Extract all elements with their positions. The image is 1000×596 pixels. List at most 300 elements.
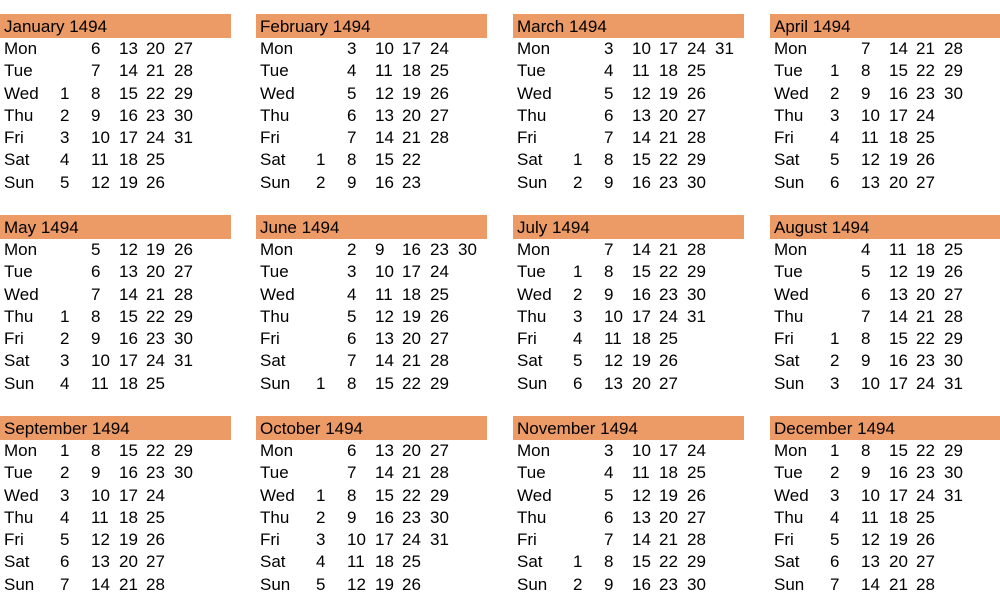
month-block (256, 416, 487, 596)
weekday-label: Tue (517, 262, 546, 282)
date-cell: 4 (604, 463, 614, 483)
date-cell: 21 (119, 574, 138, 594)
month-title: September 1494 (0, 416, 231, 440)
weekday-label: Mon (517, 39, 551, 58)
date-cell: 22 (659, 150, 678, 170)
date-cell: 27 (430, 105, 449, 125)
date-cell: 21 (146, 61, 165, 81)
weekday-label: Fri (774, 128, 794, 148)
date-cell: 7 (604, 128, 614, 148)
date-cell: 5 (861, 262, 871, 282)
date-cell: 22 (659, 262, 678, 282)
weekday-row (256, 485, 487, 507)
weekday-row (256, 149, 487, 171)
month-title: July 1494 (513, 215, 744, 239)
date-cell: 22 (659, 552, 678, 572)
weekday-label: Wed (774, 284, 809, 304)
month-title: May 1494 (0, 215, 231, 239)
weekday-row (513, 239, 744, 261)
weekday-row (770, 83, 1000, 105)
weekday-label: Fri (774, 530, 794, 550)
date-cell: 20 (146, 262, 165, 282)
weekday-row (256, 507, 487, 529)
weekday-label: Mon (4, 240, 38, 259)
weekday-label: Fri (260, 530, 280, 550)
month-title: January 1494 (0, 14, 231, 38)
weekday-row (0, 507, 231, 529)
date-cell: 15 (119, 83, 138, 103)
weekday-label: Sat (774, 351, 800, 371)
weekday-label: Sun (260, 172, 291, 192)
date-cell: 2 (573, 172, 583, 192)
weekday-label: Thu (774, 507, 804, 527)
date-cell: 19 (916, 262, 935, 282)
month-block (770, 215, 1000, 395)
date-cell: 8 (604, 150, 614, 170)
month-block (513, 215, 744, 395)
date-cell: 25 (659, 329, 678, 349)
weekday-row (0, 60, 231, 82)
date-cell: 2 (347, 240, 357, 259)
date-cell: 8 (604, 262, 614, 282)
date-cell: 12 (889, 262, 908, 282)
weekday-row (513, 507, 744, 529)
date-cell: 20 (659, 507, 678, 527)
date-cell: 11 (632, 61, 650, 81)
date-cell: 15 (375, 150, 394, 170)
date-cell: 18 (119, 507, 138, 527)
date-cell: 23 (916, 463, 935, 483)
date-cell: 16 (632, 284, 651, 304)
weekday-label: Tue (260, 463, 289, 483)
date-cell: 7 (60, 574, 70, 594)
date-cell: 4 (60, 373, 70, 393)
date-cell: 9 (604, 284, 614, 304)
date-cell: 9 (861, 463, 871, 483)
date-cell: 10 (91, 485, 110, 505)
weekday-row (256, 373, 487, 395)
date-cell: 20 (659, 105, 678, 125)
date-cell: 13 (604, 373, 623, 393)
date-cell: 25 (402, 552, 421, 572)
weekday-label: Thu (517, 306, 547, 326)
date-cell: 3 (347, 39, 357, 58)
date-cell: 8 (347, 485, 357, 505)
weekday-row (256, 127, 487, 149)
date-cell: 16 (119, 463, 138, 483)
weekday-label: Fri (774, 329, 794, 349)
weekday-row (513, 127, 744, 149)
date-cell: 18 (119, 373, 138, 393)
month-block (0, 14, 231, 194)
month-title: March 1494 (513, 14, 744, 38)
weekday-row (0, 440, 231, 462)
date-cell: 4 (347, 61, 357, 81)
date-cell: 4 (861, 240, 871, 259)
weekday-label: Thu (4, 306, 34, 326)
weekday-label: Sat (260, 552, 286, 572)
date-cell: 9 (604, 574, 614, 594)
date-cell: 3 (347, 262, 357, 282)
weekday-label: Sat (4, 552, 30, 572)
date-cell: 13 (632, 105, 651, 125)
weekday-label: Mon (260, 441, 294, 460)
weekday-label: Sat (774, 552, 800, 572)
weekday-row (256, 284, 487, 306)
weekday-row (256, 261, 487, 283)
date-cell: 31 (174, 351, 193, 371)
weekday-row (256, 60, 487, 82)
date-cell: 16 (889, 83, 908, 103)
date-cell: 24 (146, 485, 165, 505)
date-cell: 27 (174, 39, 193, 58)
date-cell: 11 (91, 507, 109, 527)
date-cell: 8 (91, 441, 101, 460)
date-cell: 5 (573, 351, 583, 371)
weekday-label: Wed (260, 284, 295, 304)
date-cell: 17 (119, 128, 138, 148)
weekday-row (513, 462, 744, 484)
date-cell: 28 (687, 240, 706, 259)
month-title: June 1494 (256, 215, 487, 239)
date-cell: 3 (316, 530, 326, 550)
date-cell: 15 (889, 61, 908, 81)
date-cell: 28 (174, 284, 193, 304)
date-cell: 14 (889, 39, 908, 58)
date-cell: 11 (91, 373, 109, 393)
weekday-label: Thu (774, 306, 804, 326)
date-cell: 29 (174, 441, 193, 460)
date-cell: 5 (830, 530, 840, 550)
weekday-row (256, 239, 487, 261)
date-cell: 9 (91, 329, 101, 349)
weekday-label: Fri (260, 128, 280, 148)
date-cell: 2 (316, 507, 326, 527)
date-cell: 7 (861, 306, 871, 326)
weekday-row (513, 149, 744, 171)
date-cell: 21 (146, 284, 165, 304)
date-cell: 4 (573, 329, 583, 349)
date-cell: 9 (604, 172, 614, 192)
date-cell: 14 (632, 128, 651, 148)
month-block (770, 416, 1000, 596)
weekday-label: Wed (774, 83, 809, 103)
date-cell: 9 (91, 463, 101, 483)
date-cell: 20 (119, 552, 138, 572)
date-cell: 14 (119, 284, 138, 304)
weekday-row (256, 440, 487, 462)
date-cell: 14 (91, 574, 110, 594)
date-cell: 14 (632, 240, 651, 259)
date-cell: 23 (402, 172, 421, 192)
date-cell: 29 (174, 306, 193, 326)
date-cell: 22 (402, 485, 421, 505)
date-cell: 16 (632, 574, 651, 594)
date-cell: 14 (861, 574, 880, 594)
date-cell: 23 (146, 329, 165, 349)
date-cell: 19 (119, 172, 138, 192)
date-cell: 26 (430, 306, 449, 326)
date-cell: 17 (119, 351, 138, 371)
date-cell: 4 (60, 507, 70, 527)
date-cell: 5 (316, 574, 326, 594)
date-cell: 7 (347, 463, 357, 483)
date-cell: 30 (174, 463, 193, 483)
date-cell: 7 (91, 61, 101, 81)
weekday-label: Thu (774, 105, 804, 125)
date-cell: 14 (119, 61, 138, 81)
weekday-row (770, 149, 1000, 171)
date-cell: 10 (604, 306, 623, 326)
date-cell: 12 (91, 530, 110, 550)
date-cell: 1 (316, 150, 326, 170)
weekday-row (256, 350, 487, 372)
date-cell: 9 (347, 507, 357, 527)
weekday-label: Tue (4, 463, 33, 483)
date-cell: 21 (659, 240, 678, 259)
date-cell: 13 (861, 552, 880, 572)
date-cell: 22 (146, 441, 165, 460)
date-cell: 9 (91, 105, 101, 125)
date-cell: 25 (916, 128, 935, 148)
date-cell: 4 (830, 128, 840, 148)
date-cell: 26 (174, 240, 193, 259)
date-cell: 8 (91, 83, 101, 103)
weekday-label: Wed (4, 485, 39, 505)
date-cell: 26 (146, 172, 165, 192)
weekday-row (513, 83, 744, 105)
weekday-label: Thu (260, 507, 290, 527)
date-cell: 24 (430, 262, 449, 282)
date-cell: 10 (375, 39, 394, 58)
date-cell: 25 (430, 284, 449, 304)
weekday-row (770, 38, 1000, 60)
weekday-row (770, 105, 1000, 127)
date-cell: 16 (119, 105, 138, 125)
weekday-row (770, 328, 1000, 350)
date-cell: 25 (430, 61, 449, 81)
date-cell: 19 (402, 306, 421, 326)
weekday-label: Thu (517, 105, 547, 125)
date-cell: 7 (604, 530, 614, 550)
date-cell: 15 (632, 150, 651, 170)
date-cell: 23 (146, 105, 165, 125)
month-block (513, 14, 744, 194)
weekday-label: Sat (4, 351, 30, 371)
date-cell: 3 (830, 373, 840, 393)
date-cell: 9 (375, 240, 385, 259)
date-cell: 28 (430, 463, 449, 483)
date-cell: 3 (830, 105, 840, 125)
date-cell: 7 (347, 351, 357, 371)
date-cell: 8 (861, 61, 871, 81)
date-cell: 19 (659, 485, 678, 505)
weekday-label: Mon (4, 441, 38, 460)
date-cell: 2 (830, 463, 840, 483)
date-cell: 28 (430, 128, 449, 148)
month-block (0, 215, 231, 395)
date-cell: 30 (458, 240, 477, 259)
date-cell: 25 (687, 463, 706, 483)
date-cell: 17 (632, 306, 651, 326)
date-cell: 20 (889, 552, 908, 572)
date-cell: 3 (573, 306, 583, 326)
date-cell: 16 (632, 172, 651, 192)
weekday-row (770, 485, 1000, 507)
date-cell: 1 (830, 441, 840, 460)
weekday-row (513, 350, 744, 372)
date-cell: 5 (60, 172, 70, 192)
date-cell: 25 (687, 61, 706, 81)
date-cell: 31 (430, 530, 449, 550)
weekday-row (256, 38, 487, 60)
weekday-row (0, 239, 231, 261)
date-cell: 19 (146, 240, 165, 259)
weekday-row (0, 261, 231, 283)
date-cell: 4 (347, 284, 357, 304)
weekday-label: Tue (4, 61, 33, 81)
date-cell: 12 (375, 83, 394, 103)
weekday-row (513, 373, 744, 395)
weekday-row (513, 105, 744, 127)
date-cell: 29 (174, 83, 193, 103)
date-cell: 20 (146, 39, 165, 58)
date-cell: 13 (91, 552, 110, 572)
date-cell: 1 (316, 373, 326, 393)
date-cell: 1 (573, 552, 583, 572)
weekday-row (770, 507, 1000, 529)
date-cell: 17 (889, 373, 908, 393)
date-cell: 30 (430, 507, 449, 527)
date-cell: 18 (632, 329, 651, 349)
date-cell: 28 (687, 128, 706, 148)
date-cell: 2 (573, 284, 583, 304)
weekday-row (0, 328, 231, 350)
date-cell: 12 (861, 530, 880, 550)
weekday-row (0, 485, 231, 507)
date-cell: 16 (889, 351, 908, 371)
date-cell: 15 (889, 441, 908, 460)
date-cell: 8 (604, 552, 614, 572)
weekday-label: Sun (4, 574, 35, 594)
date-cell: 11 (632, 463, 650, 483)
weekday-label: Thu (517, 507, 547, 527)
date-cell: 13 (375, 105, 394, 125)
weekday-row (0, 38, 231, 60)
weekday-label: Sat (517, 351, 543, 371)
weekday-row (0, 551, 231, 573)
date-cell: 2 (830, 351, 840, 371)
date-cell: 24 (687, 39, 706, 58)
date-cell: 11 (861, 128, 879, 148)
date-cell: 15 (632, 262, 651, 282)
date-cell: 21 (402, 351, 421, 371)
date-cell: 2 (60, 329, 70, 349)
month-title: December 1494 (770, 416, 1000, 440)
weekday-row (0, 83, 231, 105)
date-cell: 6 (604, 105, 614, 125)
date-cell: 6 (573, 373, 583, 393)
weekday-row (256, 551, 487, 573)
weekday-label: Tue (4, 262, 33, 282)
date-cell: 24 (146, 351, 165, 371)
date-cell: 18 (402, 61, 421, 81)
weekday-row (513, 60, 744, 82)
weekday-label: Wed (260, 485, 295, 505)
weekday-label: Wed (774, 485, 809, 505)
date-cell: 19 (402, 83, 421, 103)
weekday-label: Sun (774, 373, 805, 393)
date-cell: 10 (632, 441, 651, 460)
month-block (0, 416, 231, 596)
date-cell: 21 (916, 39, 935, 58)
date-cell: 27 (174, 262, 193, 282)
date-cell: 28 (944, 39, 963, 58)
weekday-label: Thu (4, 507, 34, 527)
date-cell: 28 (146, 574, 165, 594)
date-cell: 15 (889, 329, 908, 349)
date-cell: 30 (687, 172, 706, 192)
date-cell: 20 (402, 441, 421, 460)
date-cell: 18 (375, 552, 394, 572)
date-cell: 8 (347, 373, 357, 393)
month-block (256, 14, 487, 194)
date-cell: 29 (430, 373, 449, 393)
date-cell: 17 (889, 485, 908, 505)
month-title: October 1494 (256, 416, 487, 440)
date-cell: 31 (687, 306, 706, 326)
date-cell: 26 (402, 574, 421, 594)
date-cell: 31 (174, 128, 193, 148)
weekday-label: Fri (4, 530, 24, 550)
date-cell: 8 (861, 329, 871, 349)
weekday-label: Mon (774, 39, 808, 58)
date-cell: 29 (944, 61, 963, 81)
date-cell: 18 (119, 150, 138, 170)
date-cell: 15 (119, 441, 138, 460)
weekday-row (256, 529, 487, 551)
weekday-label: Mon (260, 240, 294, 259)
month-block (770, 14, 1000, 194)
date-cell: 16 (375, 172, 394, 192)
weekday-label: Sun (517, 172, 548, 192)
date-cell: 20 (402, 105, 421, 125)
date-cell: 28 (916, 574, 935, 594)
date-cell: 15 (119, 306, 138, 326)
date-cell: 12 (119, 240, 138, 259)
weekday-row (770, 551, 1000, 573)
date-cell: 3 (60, 485, 70, 505)
date-cell: 23 (916, 351, 935, 371)
date-cell: 12 (632, 485, 651, 505)
date-cell: 20 (889, 172, 908, 192)
date-cell: 10 (861, 485, 880, 505)
date-cell: 11 (861, 507, 879, 527)
date-cell: 12 (375, 306, 394, 326)
date-cell: 18 (659, 463, 678, 483)
date-cell: 26 (687, 83, 706, 103)
date-cell: 5 (604, 485, 614, 505)
date-cell: 11 (889, 240, 907, 259)
date-cell: 30 (174, 105, 193, 125)
weekday-row (0, 306, 231, 328)
date-cell: 17 (402, 39, 421, 58)
weekday-row (0, 172, 231, 194)
month-title: November 1494 (513, 416, 744, 440)
weekday-label: Tue (774, 61, 803, 81)
date-cell: 27 (916, 552, 935, 572)
date-cell: 7 (830, 574, 840, 594)
